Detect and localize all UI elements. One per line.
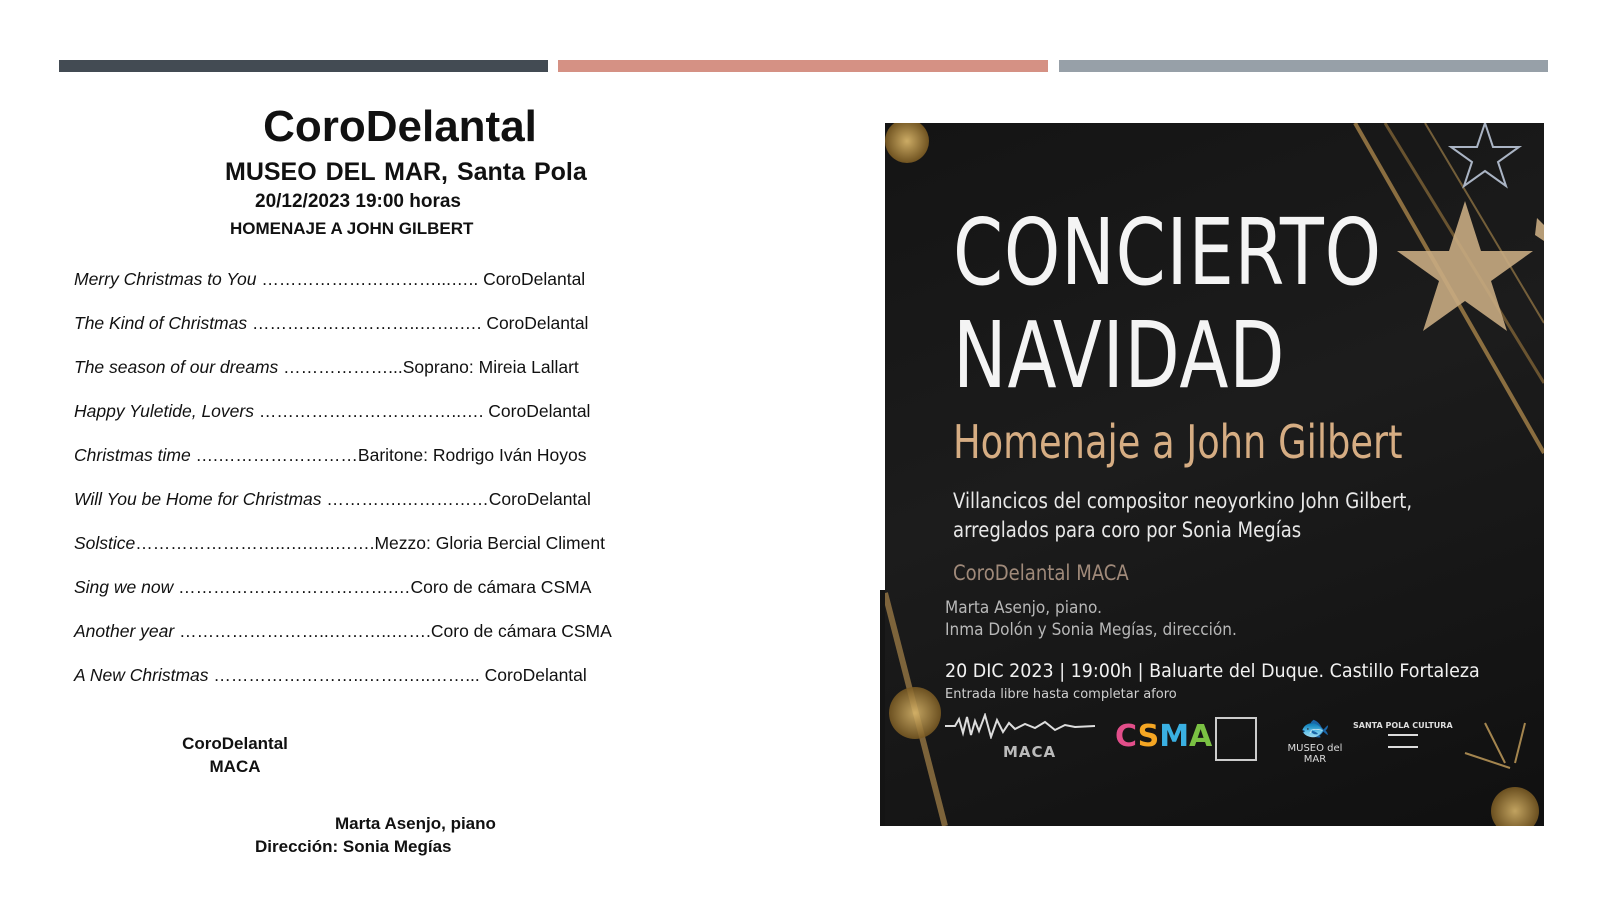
poster-heading: CONCIERTO NAVIDAD xyxy=(953,199,1382,409)
song-title: The Kind of Christmas xyxy=(74,313,248,333)
program-homage: HOMENAJE A JOHN GILBERT xyxy=(230,219,474,238)
performer: CoroDelantal xyxy=(486,313,589,333)
poster-choir: CoroDelantal MACA xyxy=(953,561,1129,585)
seal-logo-icon xyxy=(1215,717,1257,761)
accent-bar-dark xyxy=(59,60,548,72)
performer: CoroDelantal xyxy=(483,269,586,289)
program-item xyxy=(74,310,694,354)
song-title: The season of our dreams xyxy=(74,357,279,377)
performer: CoroDelantal xyxy=(488,401,591,421)
performer: Coro de cámara CSMA xyxy=(410,577,592,597)
program-item xyxy=(74,486,694,530)
performer: Soprano: Mireia Lallart xyxy=(402,357,579,377)
song-title: Happy Yuletide, Lovers xyxy=(74,401,254,421)
song-title: Solstice xyxy=(74,533,136,553)
performer: Baritone: Rodrigo Iván Hoyos xyxy=(357,445,587,465)
choir-name: CoroDelantal xyxy=(182,734,288,753)
accent-bar-salmon xyxy=(558,60,1048,72)
leader-dots: ………………………..…….…. xyxy=(247,313,487,333)
waves-icon xyxy=(1388,734,1418,748)
poster-description: Villancicos del compositor neoyorkino John Gilbert, arreglados para coro por Sonia Megías xyxy=(953,489,1413,542)
leader-dots: ………….…………… xyxy=(321,489,489,509)
poster-performers: Marta Asenjo, piano. Inma Dolón y Sonia Megías, dirección. xyxy=(945,598,1237,640)
poster-subtitle: Homenaje a John Gilbert xyxy=(953,415,1403,469)
leader-dots: ……………………..………..……. xyxy=(174,621,431,641)
leader-dots: ……………………..…….…..……... xyxy=(208,665,485,685)
silver-star-icon xyxy=(1451,123,1519,186)
song-title: Another year xyxy=(74,621,175,641)
program-item xyxy=(74,662,694,706)
direction-credits xyxy=(255,812,515,858)
performer: CoroDelantal xyxy=(488,489,591,509)
program-item xyxy=(74,530,694,574)
museo-del-mar-logo: 🐟 MUSEO del MAR xyxy=(1275,713,1355,765)
program-item xyxy=(74,354,694,398)
leader-dots: ……………………………..…. xyxy=(253,401,489,421)
program-item xyxy=(74,442,694,486)
song-title: Christmas time xyxy=(74,445,191,465)
poster-date-place: 20 DIC 2023 | 19:00h | Baluarte del Duque. Castillo Fortaleza xyxy=(945,660,1480,682)
song-title: Will You be Home for Christmas xyxy=(74,489,322,509)
sponsor-logos xyxy=(945,713,1505,773)
direction-credit: Dirección: Sonia Megías xyxy=(255,837,452,856)
accent-bar-grey xyxy=(1059,60,1548,72)
program-title: CoroDelantal xyxy=(263,102,537,151)
leader-dots: …………………………...….. xyxy=(256,269,484,289)
leader-dots: ……………………..….…..……. xyxy=(135,533,375,553)
performer: Coro de cámara CSMA xyxy=(430,621,612,641)
song-title: A New Christmas xyxy=(74,665,209,685)
program-venue: MUSEO DEL MAR, Santa Pola xyxy=(225,158,587,186)
program-item xyxy=(74,398,694,442)
song-title: Merry Christmas to You xyxy=(74,269,257,289)
choir-org: MACA xyxy=(209,757,261,776)
concert-poster xyxy=(885,123,1544,826)
leader-dots: ……………………………….… xyxy=(173,577,411,597)
sound-wave-icon xyxy=(945,713,1095,739)
program-item xyxy=(74,618,694,662)
fish-icon: 🐟 xyxy=(1300,714,1330,742)
performer: Mezzo: Gloria Bercial Climent xyxy=(374,533,605,553)
piano-credit: Marta Asenjo, piano xyxy=(335,814,496,833)
leader-dots: ………………... xyxy=(278,357,403,377)
program-item xyxy=(74,266,694,310)
csma-logo: CSMA xyxy=(1115,719,1213,754)
program-item xyxy=(74,574,694,618)
maca-logo: MACA xyxy=(945,713,1095,761)
performer: CoroDelantal xyxy=(484,665,587,685)
program-list xyxy=(74,266,694,706)
program-datetime: 20/12/2023 19:00 horas xyxy=(255,191,461,212)
poster-entry-note: Entrada libre hasta completar aforo xyxy=(945,687,1177,702)
santa-pola-cultura-logo: SANTA POLA CULTURA xyxy=(1353,721,1453,748)
choir-credit xyxy=(150,732,320,778)
leader-dots: ….…………………… xyxy=(190,445,358,465)
song-title: Sing we now xyxy=(74,577,174,597)
